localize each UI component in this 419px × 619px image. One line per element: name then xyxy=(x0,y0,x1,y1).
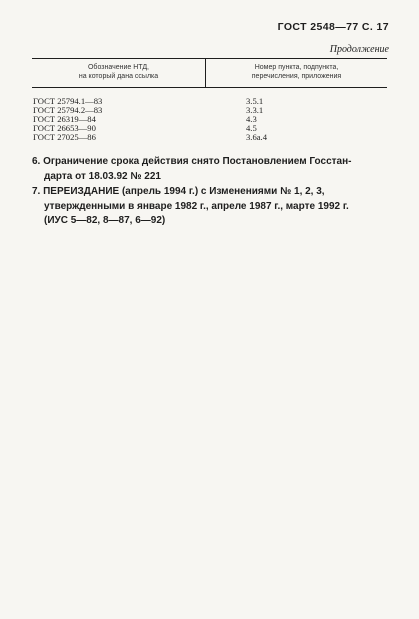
paragraph-7 xyxy=(32,185,388,229)
table-cell-document: ГОСТ 26319—84 xyxy=(33,114,96,124)
column-header-reference xyxy=(206,63,387,81)
paragraph-6-line-2: дарта от 18.03.92 № 221 xyxy=(44,170,161,182)
paragraph-7-line-3: (ИУС 5—82, 8—87, 6—92) xyxy=(44,215,166,226)
table-top-rule xyxy=(32,58,387,59)
table-cell-reference: 4.5 xyxy=(246,123,257,133)
column-header-document xyxy=(32,63,205,81)
table-cell-reference: 3.5.1 xyxy=(246,96,264,106)
paragraph-7-line-1: 7. ПЕРЕИЗДАНИЕ (апрель 1994 г.) с Изменениями № 1, 2, 3, xyxy=(32,186,325,197)
continuation-label: Продолжение xyxy=(329,44,389,55)
paragraph-7-line-2: утвержденными в январе 1982 г., апреле 1987 г., марте 1992 г. xyxy=(44,200,349,212)
paragraph-6-line-1: 6. Ограничение срока действия снято Постановлением Госстан- xyxy=(32,156,352,167)
table-cell-document: ГОСТ 25794.1—83 xyxy=(33,96,103,106)
table-row xyxy=(32,133,387,142)
table-cell-reference: 4.3 xyxy=(246,114,257,124)
column-header-reference-line-2: перечисления, приложения xyxy=(251,73,342,80)
table-cell-reference: 3.6а.4 xyxy=(246,132,268,142)
reference-table-body xyxy=(32,97,387,142)
table-cell-document: ГОСТ 26653—90 xyxy=(33,123,96,133)
paragraph-6 xyxy=(32,155,388,184)
column-header-document-line-1: Обозначение НТД, xyxy=(87,64,150,71)
column-header-reference-line-1: Номер пункта, подпункта, xyxy=(254,64,339,71)
page-header: ГОСТ 2548—77 С. 17 xyxy=(277,21,389,33)
table-header-rule xyxy=(32,87,387,88)
table-cell-document: ГОСТ 27025—86 xyxy=(33,132,96,142)
table-cell-document: ГОСТ 25794.2—83 xyxy=(33,105,103,115)
table-cell-reference: 3.3.1 xyxy=(246,105,264,115)
column-header-document-line-2: на который дана ссылка xyxy=(78,73,159,80)
